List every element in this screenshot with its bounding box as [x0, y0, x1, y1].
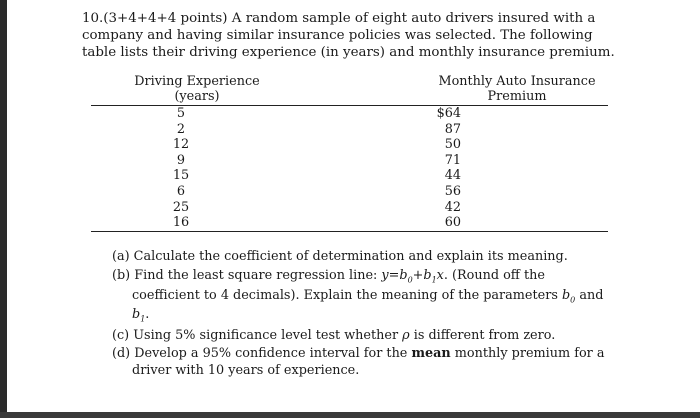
years-column	[166, 106, 196, 231]
table-header-premium	[432, 74, 602, 104]
table-cell-premium: 71	[444, 152, 461, 168]
intro-line-1: 10.(3+4+4+4 points) A random sample of eight auto drivers insured with a	[82, 11, 596, 26]
question-b-and: and	[575, 288, 604, 303]
table-cell-premium: 50	[444, 137, 461, 153]
table-cell-years: 9	[176, 152, 186, 168]
question-b	[112, 268, 545, 289]
question-b-prefix: (b) Find the least square regression line:	[112, 268, 382, 283]
param-b1	[132, 307, 145, 322]
param-b0	[562, 288, 575, 303]
formula-sub-1: 1	[431, 275, 437, 285]
formula-sub-0: 0	[407, 275, 413, 285]
table-cell-years: 5	[176, 106, 186, 121]
table-cell-premium: $64	[436, 106, 461, 121]
header-years-line-2: (years)	[174, 89, 220, 104]
question-c-prefix: (c) Using 5% significance level test whether	[112, 328, 403, 343]
intro-line-3: table lists their driving experience (in years) and monthly insurance premium.	[82, 45, 615, 60]
header-premium-line-2: Premium	[487, 89, 547, 104]
table-cell-premium: 56	[444, 183, 461, 199]
question-b-period: .	[145, 307, 150, 322]
header-years-line-1: Driving Experience	[134, 74, 260, 89]
table-cell-premium: 60	[444, 215, 461, 231]
table-rule-bottom	[91, 231, 608, 232]
header-premium-line-1: Monthly Auto Insurance	[438, 74, 596, 89]
question-b-line-3	[132, 307, 149, 328]
left-dark-edge	[0, 0, 7, 418]
question-d-line-2: driver with 10 years of experience.	[132, 363, 360, 378]
param-b1-letter: b	[132, 307, 141, 322]
formula-part-x: x	[436, 268, 444, 283]
table-cell-premium: 87	[444, 121, 461, 137]
question-b-suffix: . (Round off the	[443, 268, 545, 283]
question-d-suffix: monthly premium for a	[450, 346, 605, 361]
formula-part-y-b: y=b	[381, 268, 408, 283]
question-a: (a) Calculate the coefficient of determination and explain its meaning.	[112, 249, 568, 264]
question-d-prefix: (d) Develop a 95% confidence interval for the	[112, 346, 412, 361]
question-b-line2-text: coefficient to 4 decimals). Explain the meaning of the parameters	[132, 288, 562, 303]
param-b1-sub: 1	[140, 314, 146, 324]
table-cell-years: 15	[172, 168, 190, 184]
premium-column	[425, 106, 461, 231]
table-cell-years: 25	[172, 199, 190, 215]
question-d-bold-mean: mean	[411, 346, 451, 361]
table-cell-years: 6	[176, 183, 186, 199]
problem-intro	[82, 10, 662, 61]
intro-line-2: company and having similar insurance policies was selected. The following	[82, 28, 593, 43]
question-b-line-2	[132, 288, 603, 309]
question-c-suffix: is different from zero.	[409, 328, 556, 343]
question-c	[112, 328, 555, 344]
table-cell-years: 16	[172, 215, 190, 231]
table-cell-premium: 44	[444, 168, 461, 184]
table-cell-years: 2	[176, 121, 186, 137]
question-d	[112, 346, 604, 362]
param-b0-sub: 0	[570, 295, 576, 305]
table-header-years	[132, 74, 262, 104]
bottom-dark-edge	[0, 412, 700, 418]
regression-formula	[381, 268, 443, 283]
table-cell-premium: 42	[444, 199, 461, 215]
param-b0-letter: b	[561, 288, 571, 303]
rho-symbol: ρ	[402, 328, 410, 343]
formula-part-plus-b: +b	[412, 268, 432, 283]
table-cell-years: 12	[172, 137, 190, 153]
